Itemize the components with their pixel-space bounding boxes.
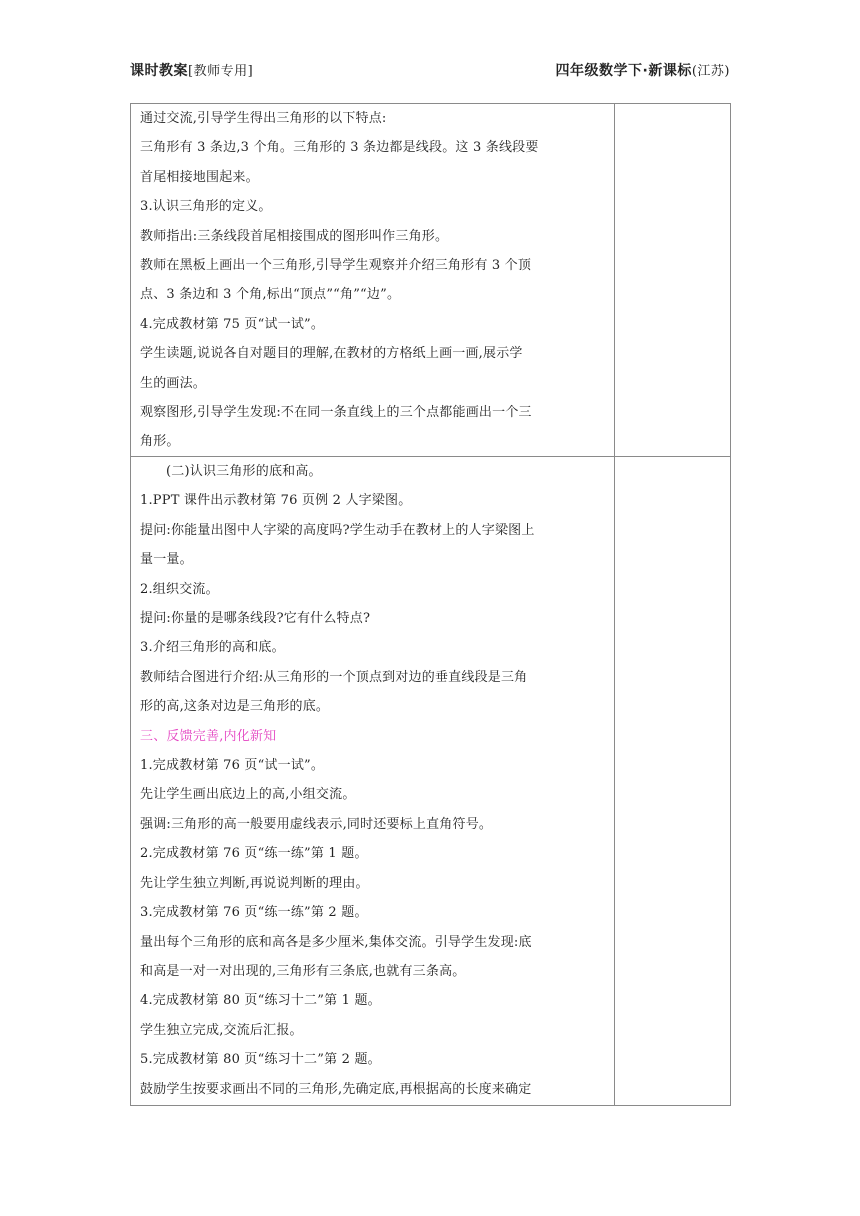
text-line: 鼓励学生按要求画出不同的三角形,先确定底,再根据高的长度来确定 [140, 1081, 532, 1097]
text-line: 3.认识三角形的定义。 [140, 199, 272, 215]
text-line: 强调:三角形的高一般要用虚线表示,同时还要标上直角符号。 [140, 816, 493, 832]
text-line: 角形。 [140, 434, 180, 450]
text-line: 教师指出:三条线段首尾相接围成的图形叫作三角形。 [140, 228, 449, 244]
text-line: 5.完成教材第 80 页“练习十二”第 2 题。 [140, 1052, 381, 1068]
content-block-2 [140, 457, 606, 1105]
text-line: 教师结合图进行介绍:从三角形的一个顶点到对边的垂直线段是三角 [140, 669, 528, 685]
content-cell [131, 457, 615, 1106]
text-line: 首尾相接地围起来。 [140, 169, 259, 185]
text-line: 4.完成教材第 80 页“练习十二”第 1 题。 [140, 993, 381, 1009]
text-line: 教师在黑板上画出一个三角形,引导学生观察并介绍三角形有 3 个顶 [140, 258, 532, 274]
content-block-1 [140, 104, 606, 456]
table-row [131, 104, 731, 457]
text-line: 提问:你能量出图中人字梁的高度吗?学生动手在教材上的人字梁图上 [140, 522, 535, 538]
text-line: 学生独立完成,交流后汇报。 [140, 1022, 303, 1038]
notes-cell [614, 104, 730, 457]
header-right [556, 60, 730, 80]
text-line: 3.完成教材第 76 页“练一练”第 2 题。 [140, 905, 368, 921]
text-line: 4.完成教材第 75 页“试一试”。 [140, 316, 325, 332]
text-line: 先让学生独立判断,再说说判断的理由。 [140, 875, 369, 891]
text-line: 先让学生画出底边上的高,小组交流。 [140, 787, 356, 803]
text-line: 提问:你量的是哪条线段?它有什么特点? [140, 611, 371, 627]
text-line: 2.完成教材第 76 页“练一练”第 1 题。 [140, 846, 368, 862]
section-heading: 三、反馈完善,内化新知 [140, 728, 277, 744]
text-line: 通过交流,引导学生得出三角形的以下特点: [140, 111, 387, 126]
text-line: 和高是一对一对出现的,三角形有三条底,也就有三条高。 [140, 963, 466, 979]
notes-cell [614, 457, 730, 1106]
text-line: 2.组织交流。 [140, 581, 219, 597]
page-header [130, 60, 730, 82]
text-line: 学生读题,说说各自对题目的理解,在教材的方格纸上画一画,展示学 [140, 346, 523, 362]
text-line: 1.完成教材第 76 页“试一试”。 [140, 758, 325, 774]
text-line: 量出每个三角形的底和高各是多少厘米,集体交流。引导学生发现:底 [140, 934, 532, 950]
text-line: 三角形有 3 条边,3 个角。三角形的 3 条边都是线段。这 3 条线段要 [140, 140, 539, 156]
text-line: 1.PPT 课件出示教材第 76 页例 2 人字梁图。 [140, 493, 412, 509]
header-left [130, 60, 253, 80]
text-line: 形的高,这条对边是三角形的底。 [140, 699, 330, 715]
subsection-heading: (二)认识三角形的底和高。 [166, 464, 322, 479]
text-line: 量一量。 [140, 552, 193, 568]
table-row [131, 457, 731, 1106]
header-course: 四年级数学下·新课标 [555, 63, 692, 79]
text-line: 点、3 条边和 3 个角,标出“顶点”“角”“边”。 [140, 287, 401, 303]
header-edition: (江苏) [691, 64, 730, 79]
text-line: 生的画法。 [140, 375, 207, 391]
header-tag: [教师专用] [188, 64, 254, 79]
text-line: 3.介绍三角形的高和底。 [140, 640, 285, 656]
text-line: 观察图形,引导学生发现:不在同一条直线上的三个点都能画出一个三 [140, 405, 532, 421]
header-title: 课时教案 [130, 63, 188, 79]
lesson-table [130, 103, 731, 1106]
content-cell [131, 104, 615, 457]
